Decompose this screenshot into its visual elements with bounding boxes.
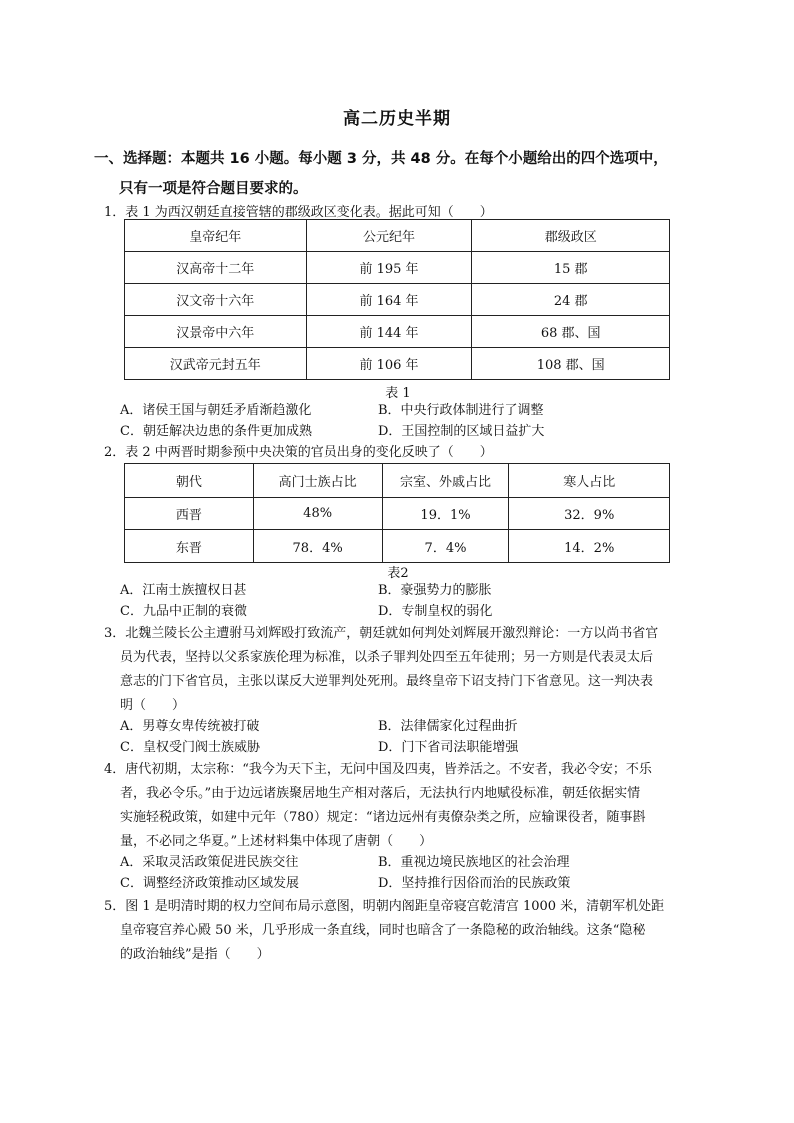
- option-d[interactable]: D．王国控制的区域日益扩大: [378, 424, 545, 439]
- table-1: [124, 219, 670, 380]
- table-cell: 7．4%: [382, 530, 509, 563]
- option-d[interactable]: D．坚持推行因俗而治的民族政策: [378, 876, 571, 891]
- option-a[interactable]: A．采取灵活政策促进民族交往: [120, 855, 299, 870]
- table-cell: 32．9%: [509, 498, 670, 530]
- table-1-caption: 表 1: [385, 386, 411, 401]
- option-c[interactable]: C．调整经济政策推动区域发展: [120, 876, 299, 891]
- table-row: [125, 316, 670, 348]
- option-c[interactable]: C．朝廷解决边患的条件更加成熟: [120, 424, 312, 439]
- table-header-cell: 皇帝纪年: [125, 220, 307, 252]
- table-row: [125, 498, 670, 530]
- option-a[interactable]: A．男尊女卑传统被打破: [120, 719, 260, 734]
- table-header-cell: 高门士族占比: [253, 464, 382, 498]
- option-b[interactable]: B．豪强势力的膨胀: [378, 583, 492, 598]
- option-b[interactable]: B．重视边境民族地区的社会治理: [378, 855, 570, 870]
- table-cell: 汉景帝中六年: [125, 316, 307, 348]
- table-cell: 前 144 年: [306, 316, 472, 348]
- option-d[interactable]: D．专制皇权的弱化: [378, 604, 493, 619]
- table-header-cell: 宗室、外戚占比: [382, 464, 509, 498]
- table-header-cell: 公元纪年: [306, 220, 472, 252]
- table-cell: 汉文帝十六年: [125, 284, 307, 316]
- question-3-line: 3．北魏兰陵长公主遭驸马刘辉殴打致流产，朝廷就如何判处刘辉展开激烈辩论：一方以尚书省官: [104, 626, 659, 641]
- table-cell: 78．4%: [253, 530, 382, 563]
- question-1-stem: 1．表 1 为西汉朝廷直接管辖的郡级政区变化表。据此可知（ ）: [104, 205, 493, 220]
- section-heading: [94, 144, 714, 204]
- question-3-stem: [104, 622, 704, 718]
- question-4-stem: [104, 758, 704, 854]
- table-cell: 68 郡、国: [472, 316, 670, 348]
- question-3-options: [120, 716, 620, 758]
- question-3-line: 明（ ）: [120, 698, 186, 713]
- table-cell: 48%: [253, 498, 382, 530]
- question-5-line: 5．图 1 是明清时期的权力空间布局示意图，明朝内阁距皇帝寝宫乾清宫 1000 米，清朝军机处距: [104, 899, 665, 914]
- question-5-stem: [104, 895, 704, 967]
- question-4-line: 者，我必令乐。”由于边远诸族聚居地生产相对落后，无法执行内地赋役标准，朝廷依据实情: [120, 786, 641, 801]
- table-header-cell: 朝代: [125, 464, 254, 498]
- table-cell: 108 郡、国: [472, 348, 670, 380]
- table-row: [125, 220, 670, 252]
- table-row: [125, 530, 670, 563]
- question-2-stem: 2．表 2 中两晋时期参预中央决策的官员出身的变化反映了（ ）: [104, 445, 493, 460]
- option-a[interactable]: A．江南士族擅权日甚: [120, 583, 247, 598]
- table-cell: 24 郡: [472, 284, 670, 316]
- table-cell: 西晋: [125, 498, 254, 530]
- table-row: [125, 348, 670, 380]
- question-5-line: 皇帝寝宫养心殿 50 米，几乎形成一条直线，同时也暗含了一条隐秘的政治轴线。这条“隐秘: [120, 923, 646, 938]
- question-4-line: 实施轻税政策，如建中元年（780）规定：“诸边远州有夷僚杂类之所，应输课役者，随事斟: [120, 810, 646, 825]
- table-row: [125, 252, 670, 284]
- question-2-options: [120, 580, 620, 622]
- table-row: [125, 464, 670, 498]
- option-c[interactable]: C．九品中正制的衰微: [120, 604, 247, 619]
- option-c[interactable]: C．皇权受门阀士族威胁: [120, 740, 260, 755]
- question-5-line: 的政治轴线”是指（ ）: [120, 947, 270, 962]
- page-title: 高二历史半期: [343, 109, 451, 129]
- table-2: [124, 463, 670, 563]
- option-a[interactable]: A．诸侯王国与朝廷矛盾渐趋激化: [120, 403, 312, 418]
- question-4-line: 4．唐代初期，太宗称：“我今为天下主，无问中国及四夷，皆养活之。不安者，我必令安；不乐: [104, 762, 652, 777]
- section-heading-line2: 只有一项是符合题目要求的。: [119, 181, 308, 197]
- table-cell: 汉武帝元封五年: [125, 348, 307, 380]
- section-heading-line1: 一、选择题：本题共 16 小题。每小题 3 分，共 48 分。在每个小题给出的四个选项中，: [94, 151, 668, 167]
- table-cell: 19．1%: [382, 498, 509, 530]
- question-3-line: 意志的门下省官员，主张以谋反大逆罪判处死刑。最终皇帝下诏支持门下省意见。这一判决表: [120, 674, 654, 689]
- table-cell: 15 郡: [472, 252, 670, 284]
- option-b[interactable]: B．法律儒家化过程曲折: [378, 719, 518, 734]
- table-cell: 前 106 年: [306, 348, 472, 380]
- question-4-line: 量，不必同之华夏。”上述材料集中体现了唐朝（ ）: [120, 834, 433, 849]
- option-d[interactable]: D．门下省司法职能增强: [378, 740, 519, 755]
- question-3-line: 员为代表，坚持以父系家族伦理为标准，以杀子罪判处四至五年徒刑；另一方则是代表灵太后: [120, 650, 654, 665]
- question-4-options: [120, 852, 620, 894]
- question-1-options: [120, 400, 620, 442]
- table-cell: 汉高帝十二年: [125, 252, 307, 284]
- table-cell: 东晋: [125, 530, 254, 563]
- option-b[interactable]: B．中央行政体制进行了调整: [378, 403, 544, 418]
- table-cell: 前 164 年: [306, 284, 472, 316]
- table-cell: 前 195 年: [306, 252, 472, 284]
- table-row: [125, 284, 670, 316]
- table-cell: 14．2%: [509, 530, 670, 563]
- table-header-cell: 郡级政区: [472, 220, 670, 252]
- table-header-cell: 寒人占比: [509, 464, 670, 498]
- table-2-caption: 表2: [387, 566, 409, 581]
